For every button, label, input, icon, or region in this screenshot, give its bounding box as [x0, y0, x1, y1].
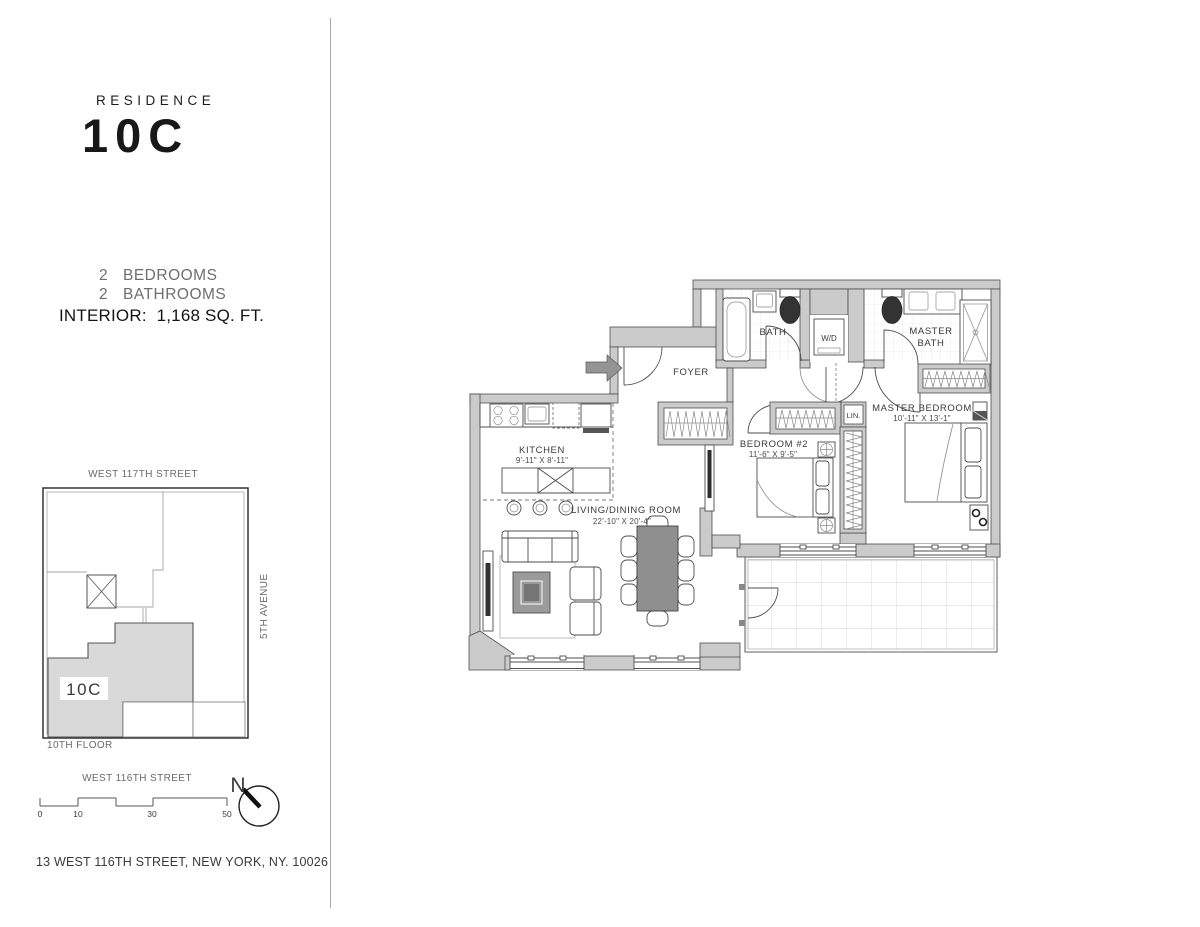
hall-door-left: [826, 367, 863, 404]
tv: [486, 563, 491, 616]
floor-plan: [469, 280, 1000, 670]
bedroom2-window: [780, 544, 856, 557]
pillow: [965, 466, 981, 498]
armchair: [570, 567, 601, 600]
bath-toilet: [780, 297, 800, 324]
terrace: [739, 557, 997, 652]
scale-tick-30: 30: [147, 809, 157, 819]
street-bottom-label: WEST 116TH STREET: [82, 773, 192, 784]
footer-address: 13 WEST 116TH STREET, NEW YORK, NY. 10026: [36, 855, 329, 869]
key-plan: [43, 469, 270, 784]
master-bath-label-1: MASTER: [909, 326, 953, 337]
key-plan-unit-label: 10C: [66, 680, 102, 699]
master-toilet: [882, 297, 902, 324]
street-top-label: WEST 117TH STREET: [88, 469, 198, 480]
dining-chair: [647, 611, 668, 626]
living-room-furniture: [483, 531, 601, 638]
pillow: [965, 428, 981, 462]
pillow: [816, 489, 829, 514]
linen-label: LIN.: [846, 411, 861, 420]
living-label: LIVING/DINING ROOM: [570, 505, 682, 516]
unit-number: 10C: [82, 109, 190, 162]
bathrooms-label: BATHROOMS: [123, 286, 227, 303]
master-bath-label-2: BATH: [917, 338, 945, 349]
washer-dryer: [810, 315, 848, 362]
master-bedroom-window: [914, 544, 986, 557]
bedroom2-label: BEDROOM #2: [739, 439, 809, 450]
refrigerator: [553, 403, 579, 428]
living-window-1: [510, 655, 584, 670]
dining-chair: [621, 584, 637, 605]
avenue-label: 5TH AVENUE: [259, 573, 270, 639]
master-bath-closet: [918, 364, 990, 393]
north-label: N: [230, 774, 246, 797]
interior-area-label: INTERIOR: 1,168 SQ. FT.: [59, 306, 265, 325]
dining-chair: [678, 560, 694, 581]
north-compass: [230, 774, 279, 826]
living-window-2: [634, 655, 700, 670]
armchair: [570, 602, 601, 635]
scale-bar: [38, 798, 232, 819]
nightstand: [970, 505, 988, 530]
dining-table: [637, 526, 678, 611]
wd-label: W/D: [821, 334, 837, 343]
pillow: [816, 461, 829, 486]
bathrooms-count: 2: [99, 286, 109, 303]
walkin-closet: [840, 427, 866, 533]
dining-furniture: [621, 516, 694, 626]
entry-door: [624, 347, 662, 385]
living-dims: 22'-10" X 20'-4": [592, 517, 652, 526]
scale-tick-50: 50: [222, 809, 232, 819]
residence-label: RESIDENCE: [96, 93, 216, 108]
bedrooms-label: BEDROOMS: [123, 267, 218, 284]
dining-chair: [621, 536, 637, 557]
dining-chair: [678, 584, 694, 605]
scale-tick-10: 10: [73, 809, 83, 819]
bedroom2-closet: [770, 402, 841, 434]
dishwasher: [581, 404, 611, 427]
master-bedroom-dims: 10'-11" X 13'-1": [893, 414, 951, 423]
master-bedroom-label: MASTER BEDROOM: [872, 403, 972, 414]
bedroom2-dims: 11'-6" X 9'-5": [748, 450, 798, 459]
linen-closet: [841, 402, 866, 427]
foyer-closet: [658, 402, 733, 445]
scale-tick-0: 0: [37, 809, 43, 819]
floor-label: 10TH FLOOR: [47, 740, 113, 751]
stool: [533, 501, 547, 515]
dining-chair: [678, 536, 694, 557]
sofa: [502, 531, 578, 562]
hall-wall-panel: [705, 445, 714, 511]
bedrooms-count: 2: [99, 267, 109, 284]
kitchen-label: KITCHEN: [519, 445, 565, 456]
stool: [507, 501, 521, 515]
kitchen-dims: 9'-11" X 8'-11": [515, 456, 569, 465]
foyer-label: FOYER: [673, 367, 709, 378]
dining-chair: [621, 560, 637, 581]
bath-label: BATH: [759, 327, 787, 338]
